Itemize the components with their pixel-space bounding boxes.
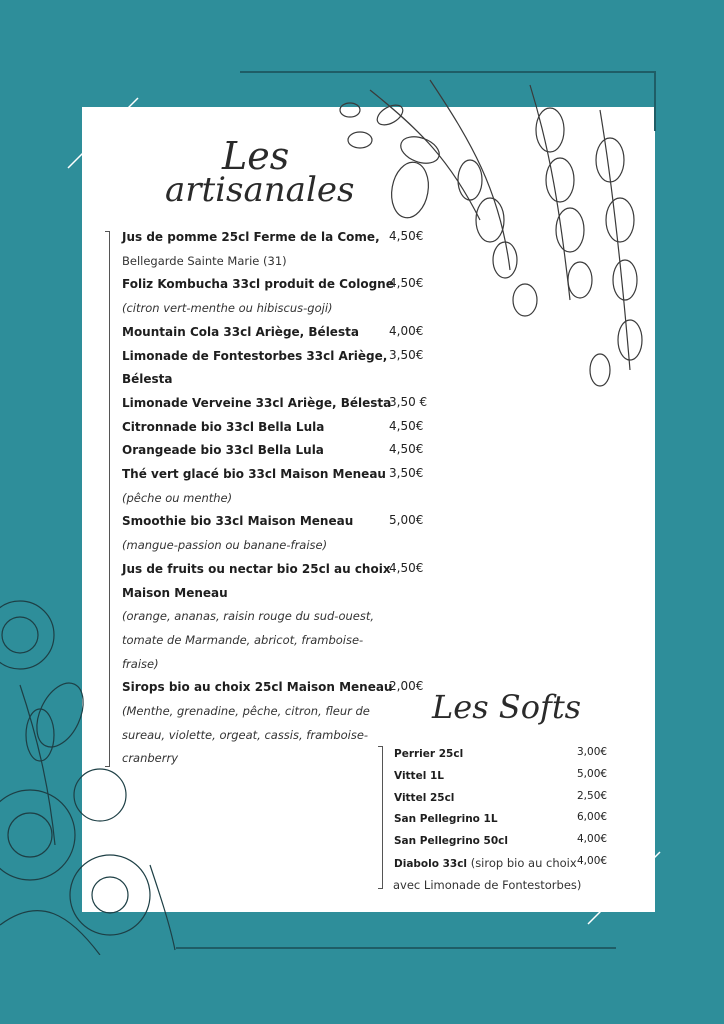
softs-rule-tick-top bbox=[378, 746, 383, 747]
item-description: (mangue-passion ou banane-fraise) bbox=[122, 538, 328, 553]
softs-title: Les Softs bbox=[432, 688, 582, 726]
soft-item-line bbox=[393, 877, 581, 894]
soft-name: San Pellegrino 50cl bbox=[394, 835, 508, 848]
soft-name: Perrier 25cl bbox=[394, 748, 464, 760]
item-description: Bellegarde Sainte Marie (31) bbox=[122, 253, 287, 268]
menu-item-line bbox=[122, 300, 333, 316]
item-price: 4,50€ bbox=[389, 560, 424, 575]
menu-item-line bbox=[122, 419, 324, 435]
item-description: cranberry bbox=[122, 751, 179, 766]
item-name: Mountain Cola 33cl Ariège, Bélesta bbox=[122, 324, 359, 339]
menu-item-line bbox=[122, 608, 374, 624]
soft-note: (sirop bio au choix bbox=[467, 856, 577, 870]
softs-rule bbox=[382, 746, 383, 888]
menu-item-line bbox=[122, 750, 178, 766]
item-name: Jus de pomme 25cl Ferme de la Come, bbox=[122, 230, 380, 244]
item-name: Foliz Kombucha 33cl produit de Cologne bbox=[122, 277, 394, 292]
item-price: 5,00€ bbox=[389, 513, 424, 528]
item-name: Bélesta bbox=[122, 372, 173, 387]
item-name: Maison Meneau bbox=[122, 585, 228, 600]
item-description: sureau, violette, orgeat, cassis, framboise- bbox=[122, 727, 369, 742]
soft-item-line bbox=[394, 768, 444, 784]
item-price: 3,50€ bbox=[389, 347, 424, 362]
item-description: tomate de Marmande, abricot, framboise- bbox=[122, 632, 364, 647]
item-name: Sirops bio au choix 25cl Maison Meneau bbox=[122, 680, 393, 695]
item-name: Orangeade bio 33cl Bella Lula bbox=[122, 443, 324, 458]
item-description: (Menthe, grenadine, pêche, citron, fleur de bbox=[122, 704, 370, 718]
soft-price: 4,00€ bbox=[577, 855, 608, 867]
item-price: 4,50€ bbox=[389, 276, 424, 291]
item-name: Limonade Verveine 33cl Ariège, Bélesta bbox=[122, 395, 392, 410]
menu-item-line bbox=[122, 727, 368, 743]
item-description: (citron vert-menthe ou hibiscus-goji) bbox=[122, 301, 333, 316]
item-price: 4,50€ bbox=[389, 229, 424, 243]
soft-note: avec Limonade de Fontestorbes) bbox=[393, 877, 582, 892]
soft-price: 2,50€ bbox=[577, 789, 608, 802]
item-price: 4,50€ bbox=[389, 442, 424, 457]
menu-item-line bbox=[122, 229, 380, 245]
menu-item-line bbox=[122, 703, 370, 719]
menu-item-line bbox=[122, 561, 391, 577]
floral-decoration-bottom-left-icon bbox=[0, 595, 180, 955]
item-name: Thé vert glacé bio 33cl Maison Meneau bbox=[122, 467, 386, 481]
menu-item-line bbox=[122, 395, 391, 411]
soft-name: Vittel 25cl bbox=[394, 791, 455, 804]
soft-price: 4,00€ bbox=[577, 833, 608, 846]
item-description: fraise) bbox=[122, 656, 159, 671]
corner-line-bottom bbox=[176, 947, 616, 949]
item-description: (pêche ou menthe) bbox=[122, 490, 233, 505]
item-description: (orange, ananas, raisin rouge du sud-ouest, bbox=[122, 609, 375, 624]
soft-name: Diabolo 33cl bbox=[394, 858, 468, 870]
soft-price: 5,00€ bbox=[577, 767, 608, 780]
item-name: Smoothie bio 33cl Maison Meneau bbox=[122, 514, 354, 529]
soft-price: 3,00€ bbox=[577, 746, 608, 758]
menu-item-line bbox=[122, 585, 228, 601]
corner-diagonal-topleft bbox=[66, 96, 166, 186]
artisanales-title-line1: Les bbox=[222, 134, 290, 178]
artisanales-rule-tick-bottom bbox=[105, 766, 110, 767]
menu-item-line bbox=[122, 348, 387, 364]
menu-item-line bbox=[122, 466, 386, 482]
item-price: 2,00€ bbox=[389, 679, 424, 694]
menu-item-line bbox=[122, 632, 363, 648]
item-price: 4,00€ bbox=[389, 323, 424, 338]
soft-price: 6,00€ bbox=[577, 811, 608, 824]
menu-item-line bbox=[122, 442, 324, 458]
menu-item-line bbox=[122, 679, 392, 695]
item-name: Limonade de Fontestorbes 33cl Ariège, bbox=[122, 348, 388, 363]
artisanales-title-line2: artisanales bbox=[165, 170, 355, 210]
item-price: 3,50 € bbox=[389, 394, 428, 409]
artisanales-rule-tick-top bbox=[105, 231, 110, 232]
menu-item-line bbox=[122, 490, 232, 506]
artisanales-rule bbox=[109, 231, 110, 766]
item-price: 4,50€ bbox=[389, 418, 424, 433]
soft-item-line bbox=[394, 855, 577, 872]
soft-item-line bbox=[394, 746, 463, 762]
item-name: Citronnade bio 33cl Bella Lula bbox=[122, 419, 325, 434]
soft-item-line bbox=[394, 833, 508, 849]
menu-item-line bbox=[122, 324, 359, 340]
soft-item-line bbox=[394, 811, 498, 827]
menu-item-line bbox=[122, 371, 173, 387]
soft-name: Vittel 1L bbox=[394, 769, 444, 782]
softs-rule-tick-bottom bbox=[378, 888, 383, 889]
menu-item-line bbox=[122, 253, 287, 269]
menu-item-line bbox=[122, 656, 159, 672]
menu-item-line bbox=[122, 276, 394, 292]
soft-item-line bbox=[394, 790, 454, 806]
menu-item-line bbox=[122, 513, 353, 529]
menu-item-line bbox=[122, 537, 327, 553]
item-price: 3,50€ bbox=[389, 466, 424, 480]
item-name: Jus de fruits ou nectar bio 25cl au choix bbox=[122, 561, 391, 576]
soft-name: San Pellegrino 1L bbox=[394, 813, 498, 826]
